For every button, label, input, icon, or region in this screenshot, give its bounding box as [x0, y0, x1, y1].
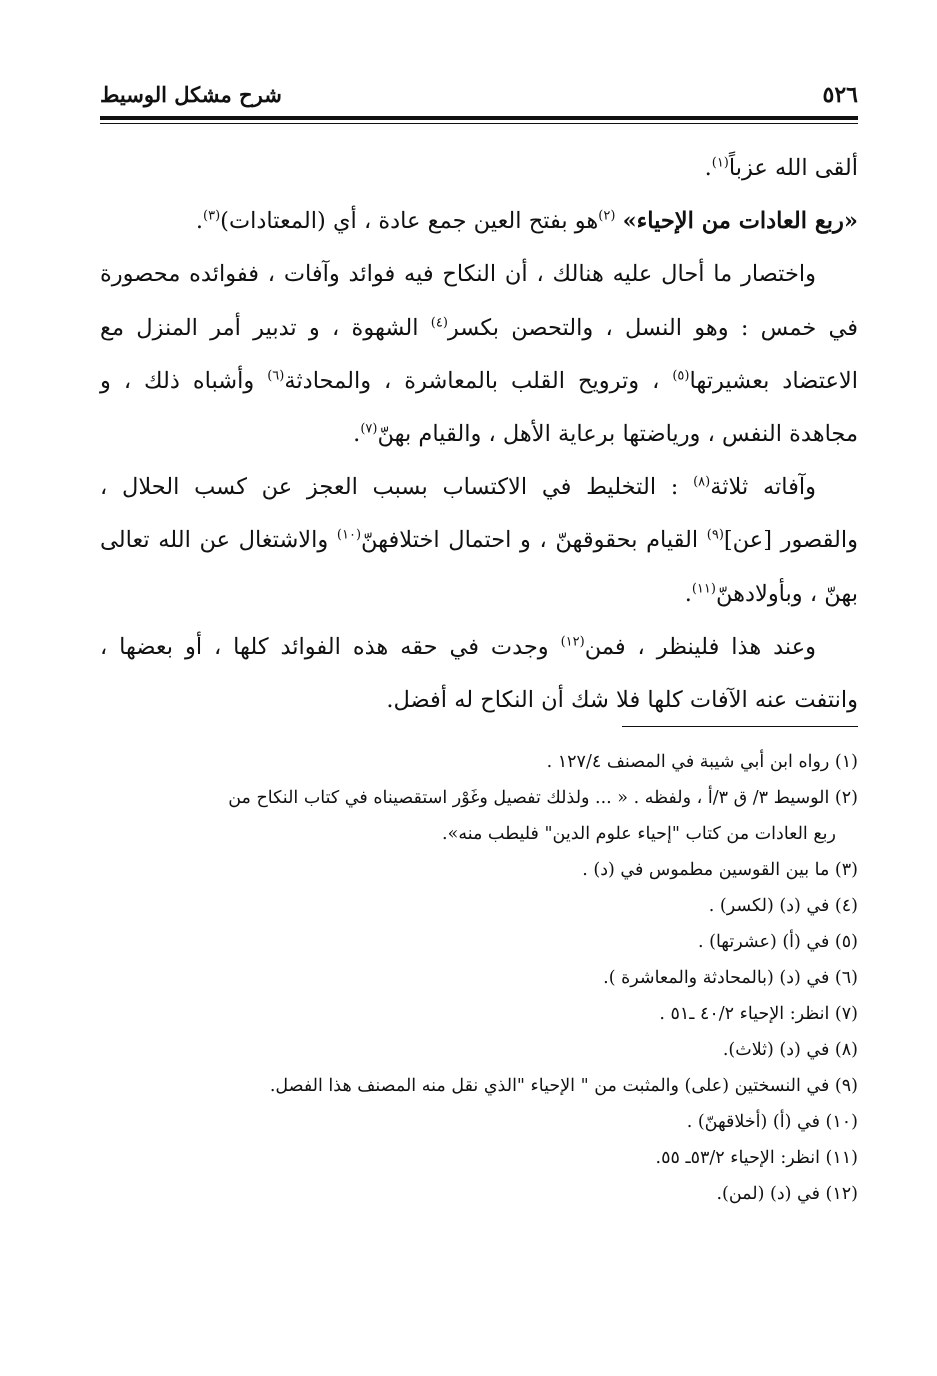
footnote-1: (١) رواه ابن أبي شيبة في المصنف ١٢٧/٤ .	[546, 752, 858, 772]
footnote-ref: (٥)	[672, 368, 690, 384]
header-rule-thin	[100, 123, 858, 124]
running-header	[100, 80, 858, 116]
footnote-ref: (٢)	[598, 208, 616, 224]
footnote-8: (٨) في (د) (ثلاث).	[722, 1040, 858, 1060]
text-segment: الشهوة ، و تدبير أمر المنزل مع الاعتضاد بعشيرتها	[100, 314, 858, 394]
footnote-7: (٧) انظر: الإحياء ٤٠/٢ ـ٥١ .	[659, 1004, 858, 1024]
text-segment: ألقى الله عزباً	[728, 155, 858, 181]
footnote-ref: (٤)	[430, 315, 448, 331]
text-end: .	[684, 580, 692, 607]
text-segment: ، وترويح القلب بالمعاشرة ، والمحادثة	[284, 367, 673, 394]
footnote-10: (١٠) في (أ) (أخلاقهنّ) .	[686, 1112, 858, 1132]
footnote-6: (٦) في (د) (بالمحادثة والمعاشرة ).	[603, 968, 858, 988]
paragraph-2	[100, 248, 858, 461]
footnote-ref: (١)	[711, 155, 729, 171]
paragraph-1	[100, 195, 858, 248]
footnote-3: (٣) ما بين القوسين مطموس في (د) .	[582, 860, 858, 880]
main-text	[100, 142, 858, 727]
text-segment: وعند هذا فلينظر ، فمن	[584, 633, 816, 660]
footnote-ref: (١١)	[691, 581, 716, 597]
paragraph-3	[100, 461, 858, 621]
text-segment: وجدت في حقه هذه الفوائد كلها ، أو بعضها ، وانتفت عنه الآفات كلها فلا شك أن النكاح له أفضل.	[100, 633, 858, 714]
footnote-5: (٥) في (أ) (عشرتها) .	[698, 932, 858, 952]
footnote-ref: (٩)	[706, 527, 724, 543]
paragraph-0	[100, 142, 858, 195]
quoted-title: «ربع العادات من الإحياء»	[622, 208, 858, 235]
footnote-separator	[622, 726, 858, 727]
footnote-ref: (٣)	[203, 208, 221, 224]
footnote-ref: (١٠)	[336, 527, 362, 543]
footnote-2-continued: ربع العادات من كتاب "إحياء علوم الدين" فليطب منه».	[442, 824, 836, 844]
footnote-ref: (٦)	[267, 368, 285, 384]
text-segment: : التخليط في الاكتساب بسبب العجز عن كسب الحلال ، والقصور [عن]	[100, 474, 858, 554]
text-segment: وآفاته ثلاثة	[710, 474, 816, 501]
text-segment: والاشتغال عن الله تعالى بهنّ ، وبأولادهنّ	[100, 527, 858, 607]
footnote-11: (١١) انظر: الإحياء ٥٣/٢ـ ٥٥.	[655, 1148, 858, 1168]
text-segment: واختصار ما أحال عليه هنالك ، أن النكاح فيه فوائد وآفات ، ففوائده محصورة في خمس : وهو النسل ، والتحصن بكسر	[100, 261, 859, 341]
text-segment: القيام بحقوقهنّ ، و احتمال اختلافهنّ	[361, 527, 707, 554]
paragraph-4	[100, 621, 858, 727]
text-end: .	[195, 208, 204, 235]
text-end: .	[704, 155, 712, 181]
book-title: شرح مشكل الوسيط	[100, 82, 282, 107]
footnote-ref: (١٢)	[560, 634, 585, 650]
text-segment: هو بفتح العين جمع عادة ، أي (المعتادات)	[220, 208, 599, 235]
footnote-4: (٤) في (د) (لكسر) .	[708, 896, 858, 916]
footnote-12: (١٢) في (د) (لمن).	[716, 1184, 858, 1204]
footnote-9: (٩) في النسختين (على) والمثبت من " الإحياء "الذي نقل منه المصنف هذا الفصل.	[269, 1076, 858, 1096]
text-end: .	[353, 421, 361, 448]
footnotes	[100, 744, 858, 1212]
footnote-2: (٢) الوسيط ٣/ ق ٣/أ ، ولفظه . « ... ولذلك تفصيل وغَوْر استقصيناه في كتاب النكاح من	[228, 788, 858, 808]
footnote-ref: (٨)	[693, 474, 711, 490]
footnote-ref: (٧)	[360, 421, 378, 437]
text-segment: وأشباه ذلك ، و مجاهدة النفس ، ورياضتها برعاية الأهل ، والقيام بهنّ	[100, 367, 858, 448]
header-rule-thick	[100, 116, 858, 120]
page-number: ٥٢٦	[822, 82, 858, 108]
